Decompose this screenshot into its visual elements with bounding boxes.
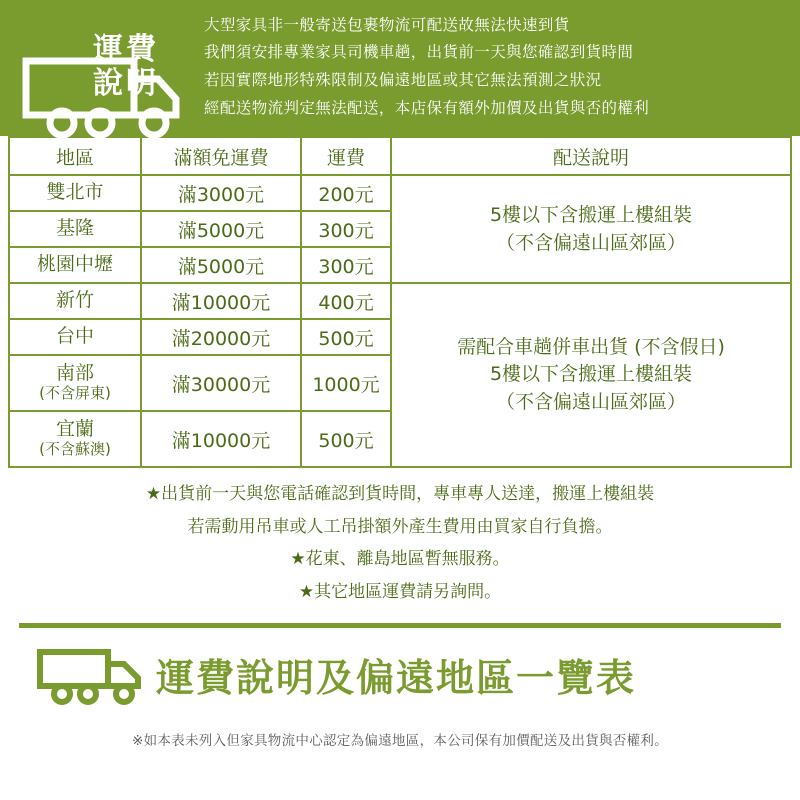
col-header-free-threshold: 滿額免運費 bbox=[141, 137, 301, 175]
cell-region-main: 南部 bbox=[55, 362, 94, 385]
cell-region: 新竹 bbox=[9, 283, 141, 319]
note-group-2-line2: 5樓以下含搬運上樓組裝 bbox=[489, 363, 693, 386]
cell-fee: 300元 bbox=[301, 247, 391, 283]
header-badge-line1: 運費 bbox=[93, 32, 159, 68]
cell-region bbox=[9, 411, 141, 467]
header-line-1: 大型家具非一般寄送包裹物流可配送故無法快速到貨 bbox=[204, 15, 570, 34]
cell-free: 滿5000元 bbox=[141, 247, 301, 283]
cell-region-sub: (不含蘇澳) bbox=[39, 440, 111, 459]
header-line-3: 若因實際地形特殊限制及偏遠地區或其它無法預測之狀況 bbox=[204, 71, 602, 89]
header-line-2: 我們須安排專業家具司機車趟，出貨前一天與您確認到貨時間 bbox=[204, 43, 634, 62]
cell-region bbox=[9, 355, 141, 411]
note-group-2-line1: 需配合車趟併車出貨 (不含假日) bbox=[457, 335, 725, 358]
cell-fee: 300元 bbox=[301, 211, 391, 247]
cell-region-sub: (不含屏東) bbox=[39, 384, 111, 403]
notes-list bbox=[0, 468, 800, 613]
cell-fee: 500元 bbox=[301, 319, 391, 355]
cell-free: 滿20000元 bbox=[141, 319, 301, 355]
note-group-1-line1: 5樓以下含搬運上樓組裝 bbox=[489, 203, 693, 226]
header-truck-badge bbox=[10, 33, 200, 100]
cell-free: 滿5000元 bbox=[141, 211, 301, 247]
cell-fee: 400元 bbox=[301, 283, 391, 319]
fee-table-wrap bbox=[0, 136, 800, 468]
cell-free: 滿30000元 bbox=[141, 355, 301, 411]
header-banner bbox=[0, 0, 800, 136]
table-row bbox=[9, 175, 791, 211]
cell-note-group-1 bbox=[391, 175, 791, 283]
cell-region-main: 宜蘭 bbox=[55, 418, 94, 441]
note-item-1: ★出貨前一天與您電話確認到貨時間，專車專人送達，搬運上樓組裝 bbox=[145, 484, 655, 504]
cell-note-group-2 bbox=[391, 283, 791, 467]
note-item-4: ★其它地區運費請另詢問。 bbox=[298, 581, 502, 602]
bottom-truck-wrap bbox=[26, 644, 156, 713]
delivery-truck-icon bbox=[32, 644, 150, 713]
table-row bbox=[9, 283, 791, 319]
cell-free: 滿3000元 bbox=[141, 175, 301, 211]
cell-free: 滿10000元 bbox=[141, 411, 301, 467]
header-description bbox=[200, 12, 790, 122]
cell-free: 滿10000元 bbox=[141, 283, 301, 319]
note-item-3: ★花東、離島地區暫無服務。 bbox=[290, 549, 510, 570]
note-group-1-line2: （不含偏遠山區郊區） bbox=[495, 232, 686, 254]
cell-region: 雙北市 bbox=[9, 175, 141, 211]
cell-region: 台中 bbox=[9, 319, 141, 355]
bottom-banner bbox=[0, 644, 800, 713]
col-header-note: 配送說明 bbox=[391, 137, 791, 175]
bottom-title: 運費說明及偏遠地區一覽表 bbox=[156, 656, 637, 700]
shipping-fee-table bbox=[8, 136, 792, 468]
section-divider bbox=[19, 623, 781, 628]
col-header-fee: 運費 bbox=[301, 137, 391, 175]
header-line-4: 經配送物流判定無法配送，本店保有額外加價及出貨與否的權利 bbox=[204, 98, 650, 117]
col-header-region: 地區 bbox=[9, 137, 141, 175]
cell-region: 基隆 bbox=[9, 211, 141, 247]
header-badge-line2: 說明 bbox=[93, 66, 159, 101]
note-item-2: 若需動用吊車或人工吊掛額外產生費用由買家自行負擔。 bbox=[187, 516, 613, 537]
cell-fee: 1000元 bbox=[301, 355, 391, 411]
footer-note: ※如本表未列入但家具物流中心認定為偏遠地區，本公司保有加價配送及出貨與否權利。 bbox=[131, 732, 668, 749]
cell-fee: 200元 bbox=[301, 175, 391, 211]
note-group-2-line3: （不含偏遠山區郊區） bbox=[495, 390, 686, 413]
cell-fee: 500元 bbox=[301, 411, 391, 467]
cell-region: 桃園中壢 bbox=[9, 247, 141, 283]
header-badge-text bbox=[93, 33, 159, 100]
